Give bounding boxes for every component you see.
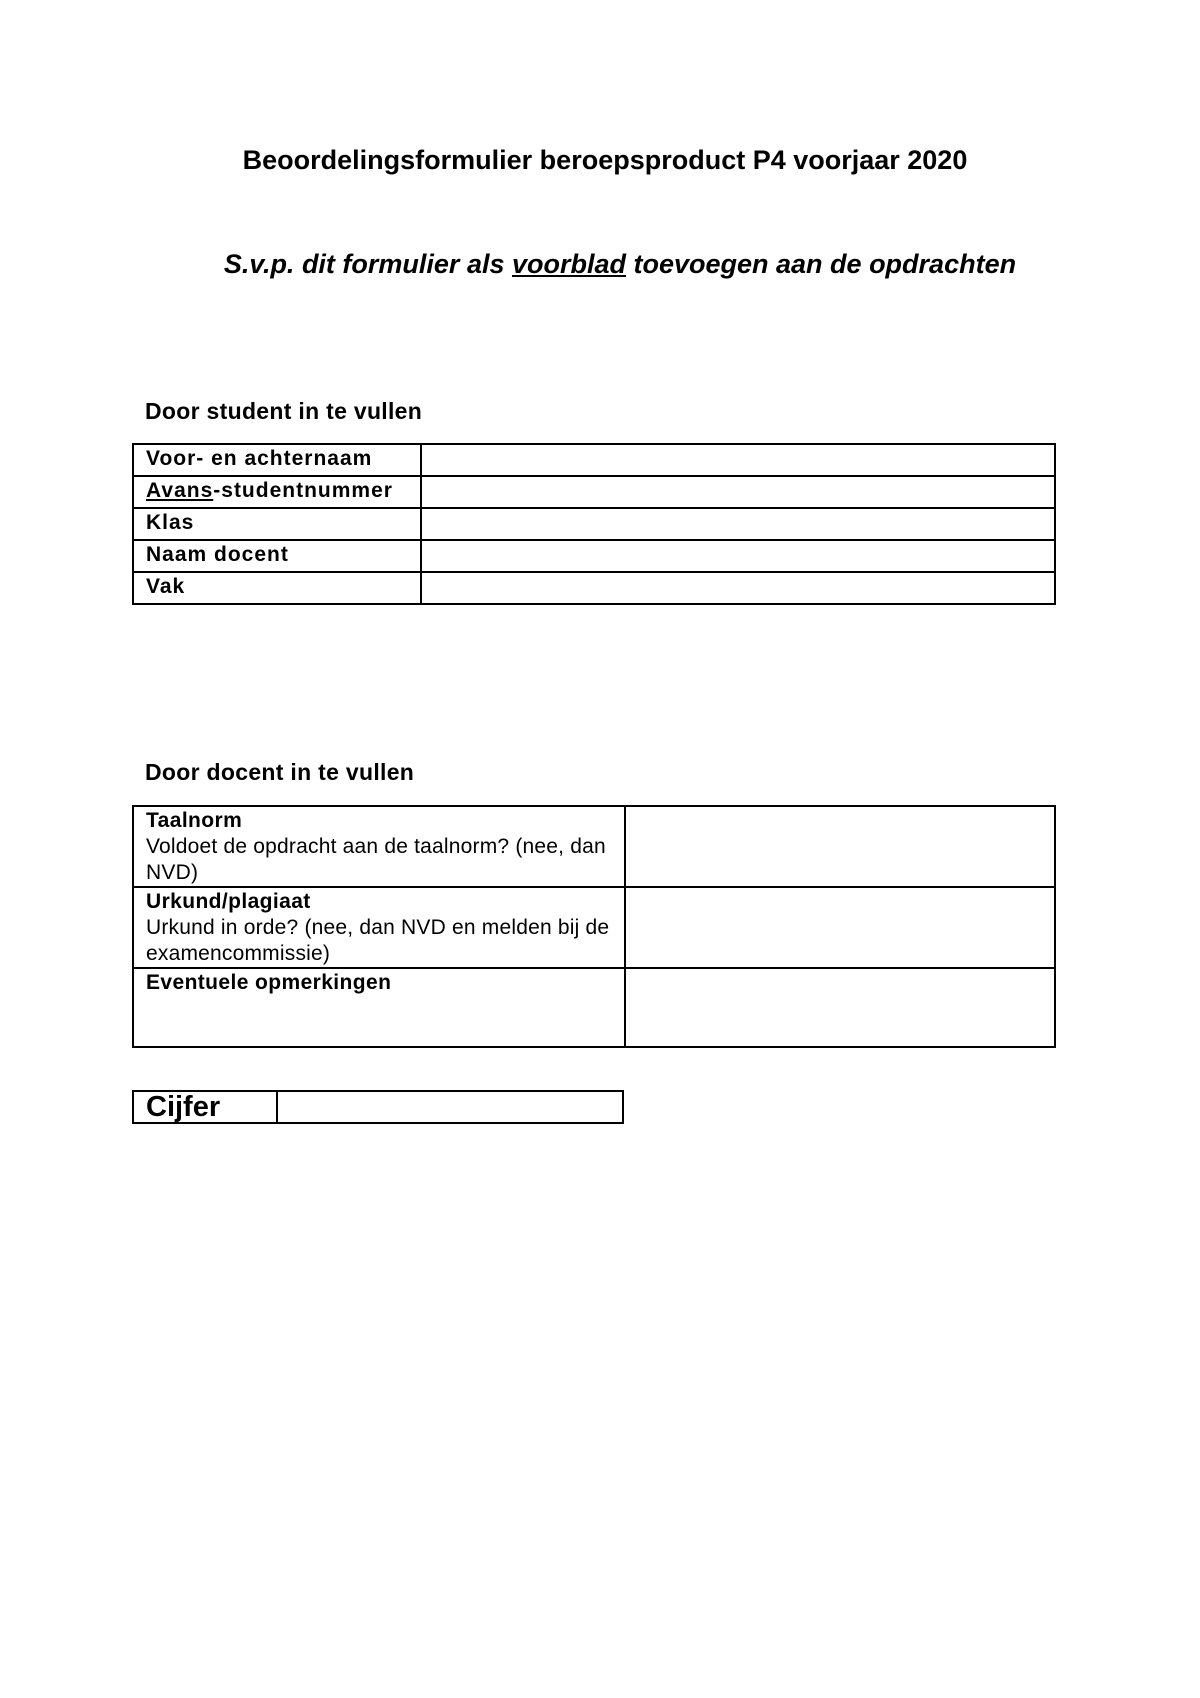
student-number-label — [133, 476, 421, 508]
plagiarism-field[interactable] — [625, 887, 1055, 968]
table-row — [133, 1091, 623, 1123]
teacher-section-heading: Door docent in te vullen — [145, 759, 415, 785]
language-norm-title: Taalnorm — [146, 809, 243, 832]
remarks-field[interactable] — [625, 968, 1055, 1047]
name-label: Voor- en achternaam — [133, 444, 421, 476]
language-norm-label — [133, 806, 625, 887]
teacher-assessment-table — [132, 805, 1056, 1048]
subject-field[interactable] — [421, 572, 1055, 604]
grade-label: Cijfer — [133, 1091, 277, 1123]
plagiarism-description: Urkund in orde? (nee, dan NVD en melden bij de examencommissie) — [146, 916, 610, 965]
language-norm-field[interactable] — [625, 806, 1055, 887]
grade-field[interactable] — [277, 1091, 623, 1123]
language-norm-description: Voldoet de opdracht aan de taalnorm? (nee, dan NVD) — [146, 835, 606, 884]
table-row — [133, 476, 1055, 508]
class-field[interactable] — [421, 508, 1055, 540]
table-row — [133, 887, 1055, 968]
subtitle-emphasis: voorblad — [511, 249, 626, 279]
table-row — [133, 508, 1055, 540]
student-section-heading: Door student in te vullen — [145, 398, 423, 424]
subtitle-part2: toevoegen aan de opdrachten — [626, 249, 1017, 279]
plagiarism-title: Urkund/plagiaat — [146, 890, 311, 913]
document-subtitle — [0, 247, 1200, 281]
table-row — [133, 540, 1055, 572]
plagiarism-label — [133, 887, 625, 968]
class-label: Klas — [133, 508, 421, 540]
student-number-label-suffix: -studentnummer — [213, 479, 393, 502]
grade-table — [132, 1090, 624, 1124]
table-row — [133, 806, 1055, 887]
name-field[interactable] — [421, 444, 1055, 476]
teacher-name-field[interactable] — [421, 540, 1055, 572]
student-info-table — [132, 443, 1056, 605]
student-number-label-prefix: Avans — [146, 479, 214, 502]
table-row — [133, 968, 1055, 1047]
document-title: Beoordelingsformulier beroepsproduct P4 voorjaar 2020 — [242, 145, 968, 175]
remarks-label — [133, 968, 625, 1047]
subtitle-part1: S.v.p. dit formulier als — [223, 249, 512, 279]
teacher-name-label: Naam docent — [133, 540, 421, 572]
subject-label: Vak — [133, 572, 421, 604]
remarks-title: Eventuele opmerkingen — [146, 971, 392, 994]
table-row — [133, 444, 1055, 476]
student-number-field[interactable] — [421, 476, 1055, 508]
table-row — [133, 572, 1055, 604]
